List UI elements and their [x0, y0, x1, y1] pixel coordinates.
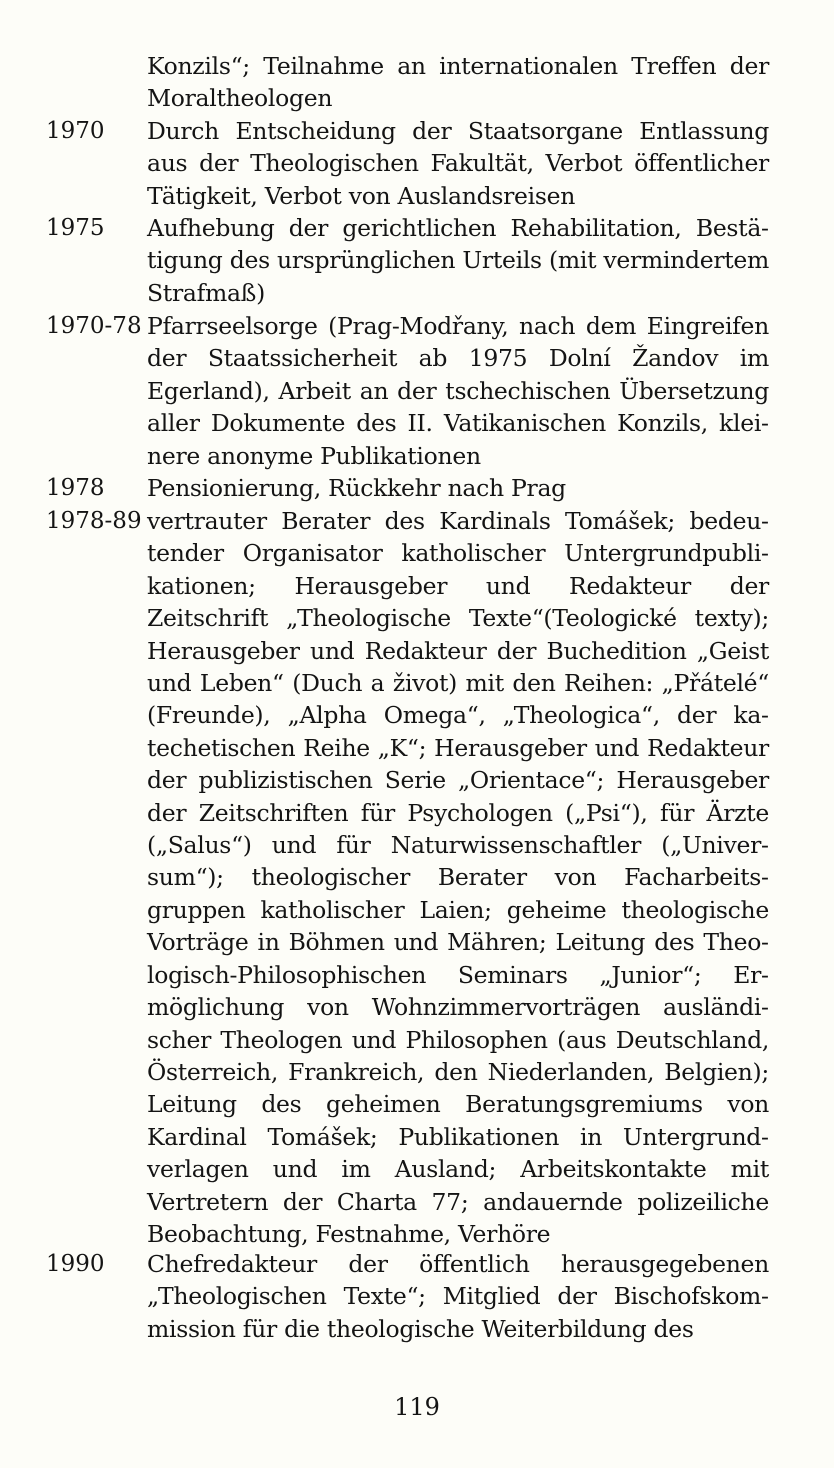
entry-text: Chefredakteur der öffentlich herausgegebenen „Theologischen Texte“; Mitglied der Bischofskommission für die theologische Weiterbildung des [147, 1250, 769, 1343]
entry-year: 1975 [46, 215, 105, 241]
entry-text: Durch Entscheidung der Staatsorgane Entlassung aus der Theologischen Fakultät, Verbot öffentlicher Tätigkeit, Verbot von Auslandsreisen [147, 117, 769, 210]
entry-text: Aufhebung der gerichtlichen Rehabilitation, Bestätigung des ursprünglichen Urteils (mit vermindertem Strafmaß) [147, 214, 769, 307]
page-number: 119 [394, 1393, 440, 1421]
entry-year: 1990 [46, 1251, 105, 1277]
entry-year: 1978-89 [46, 508, 142, 534]
entry-text: Konzils“; Teilnahme an internationalen Treffen der Moraltheologen [147, 52, 769, 113]
entry-year: 1970-78 [46, 313, 142, 339]
entry-year: 1978 [46, 475, 105, 501]
entry-text: vertrauter Berater des Kardinals Tomášek; bedeutender Organisator katholischer Untergrundpublikationen; Herausgeber und Redakteur der Zeitschrift „Theologische Texte“(Teologické texty); Herausgeber und Redakteur der Buchedition „Geist und Leben“ (Duch a život) mit den Reihen: „Přátelé“ (Freunde), „Alpha Omega“, „Theologica“, der katechetischen Reihe „K“; Herausgeber und Redakteur der publizistischen Serie „Orientace“; Herausgeber der Zeitschriften für Psychologen („Psi“), für Ärzte („Salus“) und für Naturwissenschaftler („Universum“); theologischer Berater von Facharbeitsgruppen katholischer Laien; geheime theologische Vorträge in Böhmen und Mähren; Leitung des Theologisch-Philosophischen Seminars „Junior“; Ermöglichung von Wohnzimmervorträgen ausländischer Theologen und Philosophen (aus Deutschland, Österreich, Frankreich, den Niederlanden, Belgien); Leitung des geheimen Beratungsgremiums von Kardinal Tomášek; Publikationen in Untergrundverlagen und im Ausland; Arbeitskontakte mit Vertretern der Charta 77; andauernde polizeiliche Beobachtung, Festnahme, Verhöre [147, 507, 769, 1248]
entry-text: Pfarrseelsorge (Prag-Modřany, nach dem Eingreifen der Staatssicherheit ab 1975 Dolní Žandov im Egerland), Arbeit an der tschechischen Übersetzung aller Dokumente des II. Vatikanischen Konzils, kleinere anonyme Publikationen [147, 312, 769, 470]
entry-text: Pensionierung, Rückkehr nach Prag [147, 474, 566, 502]
entry-year: 1970 [46, 118, 105, 144]
